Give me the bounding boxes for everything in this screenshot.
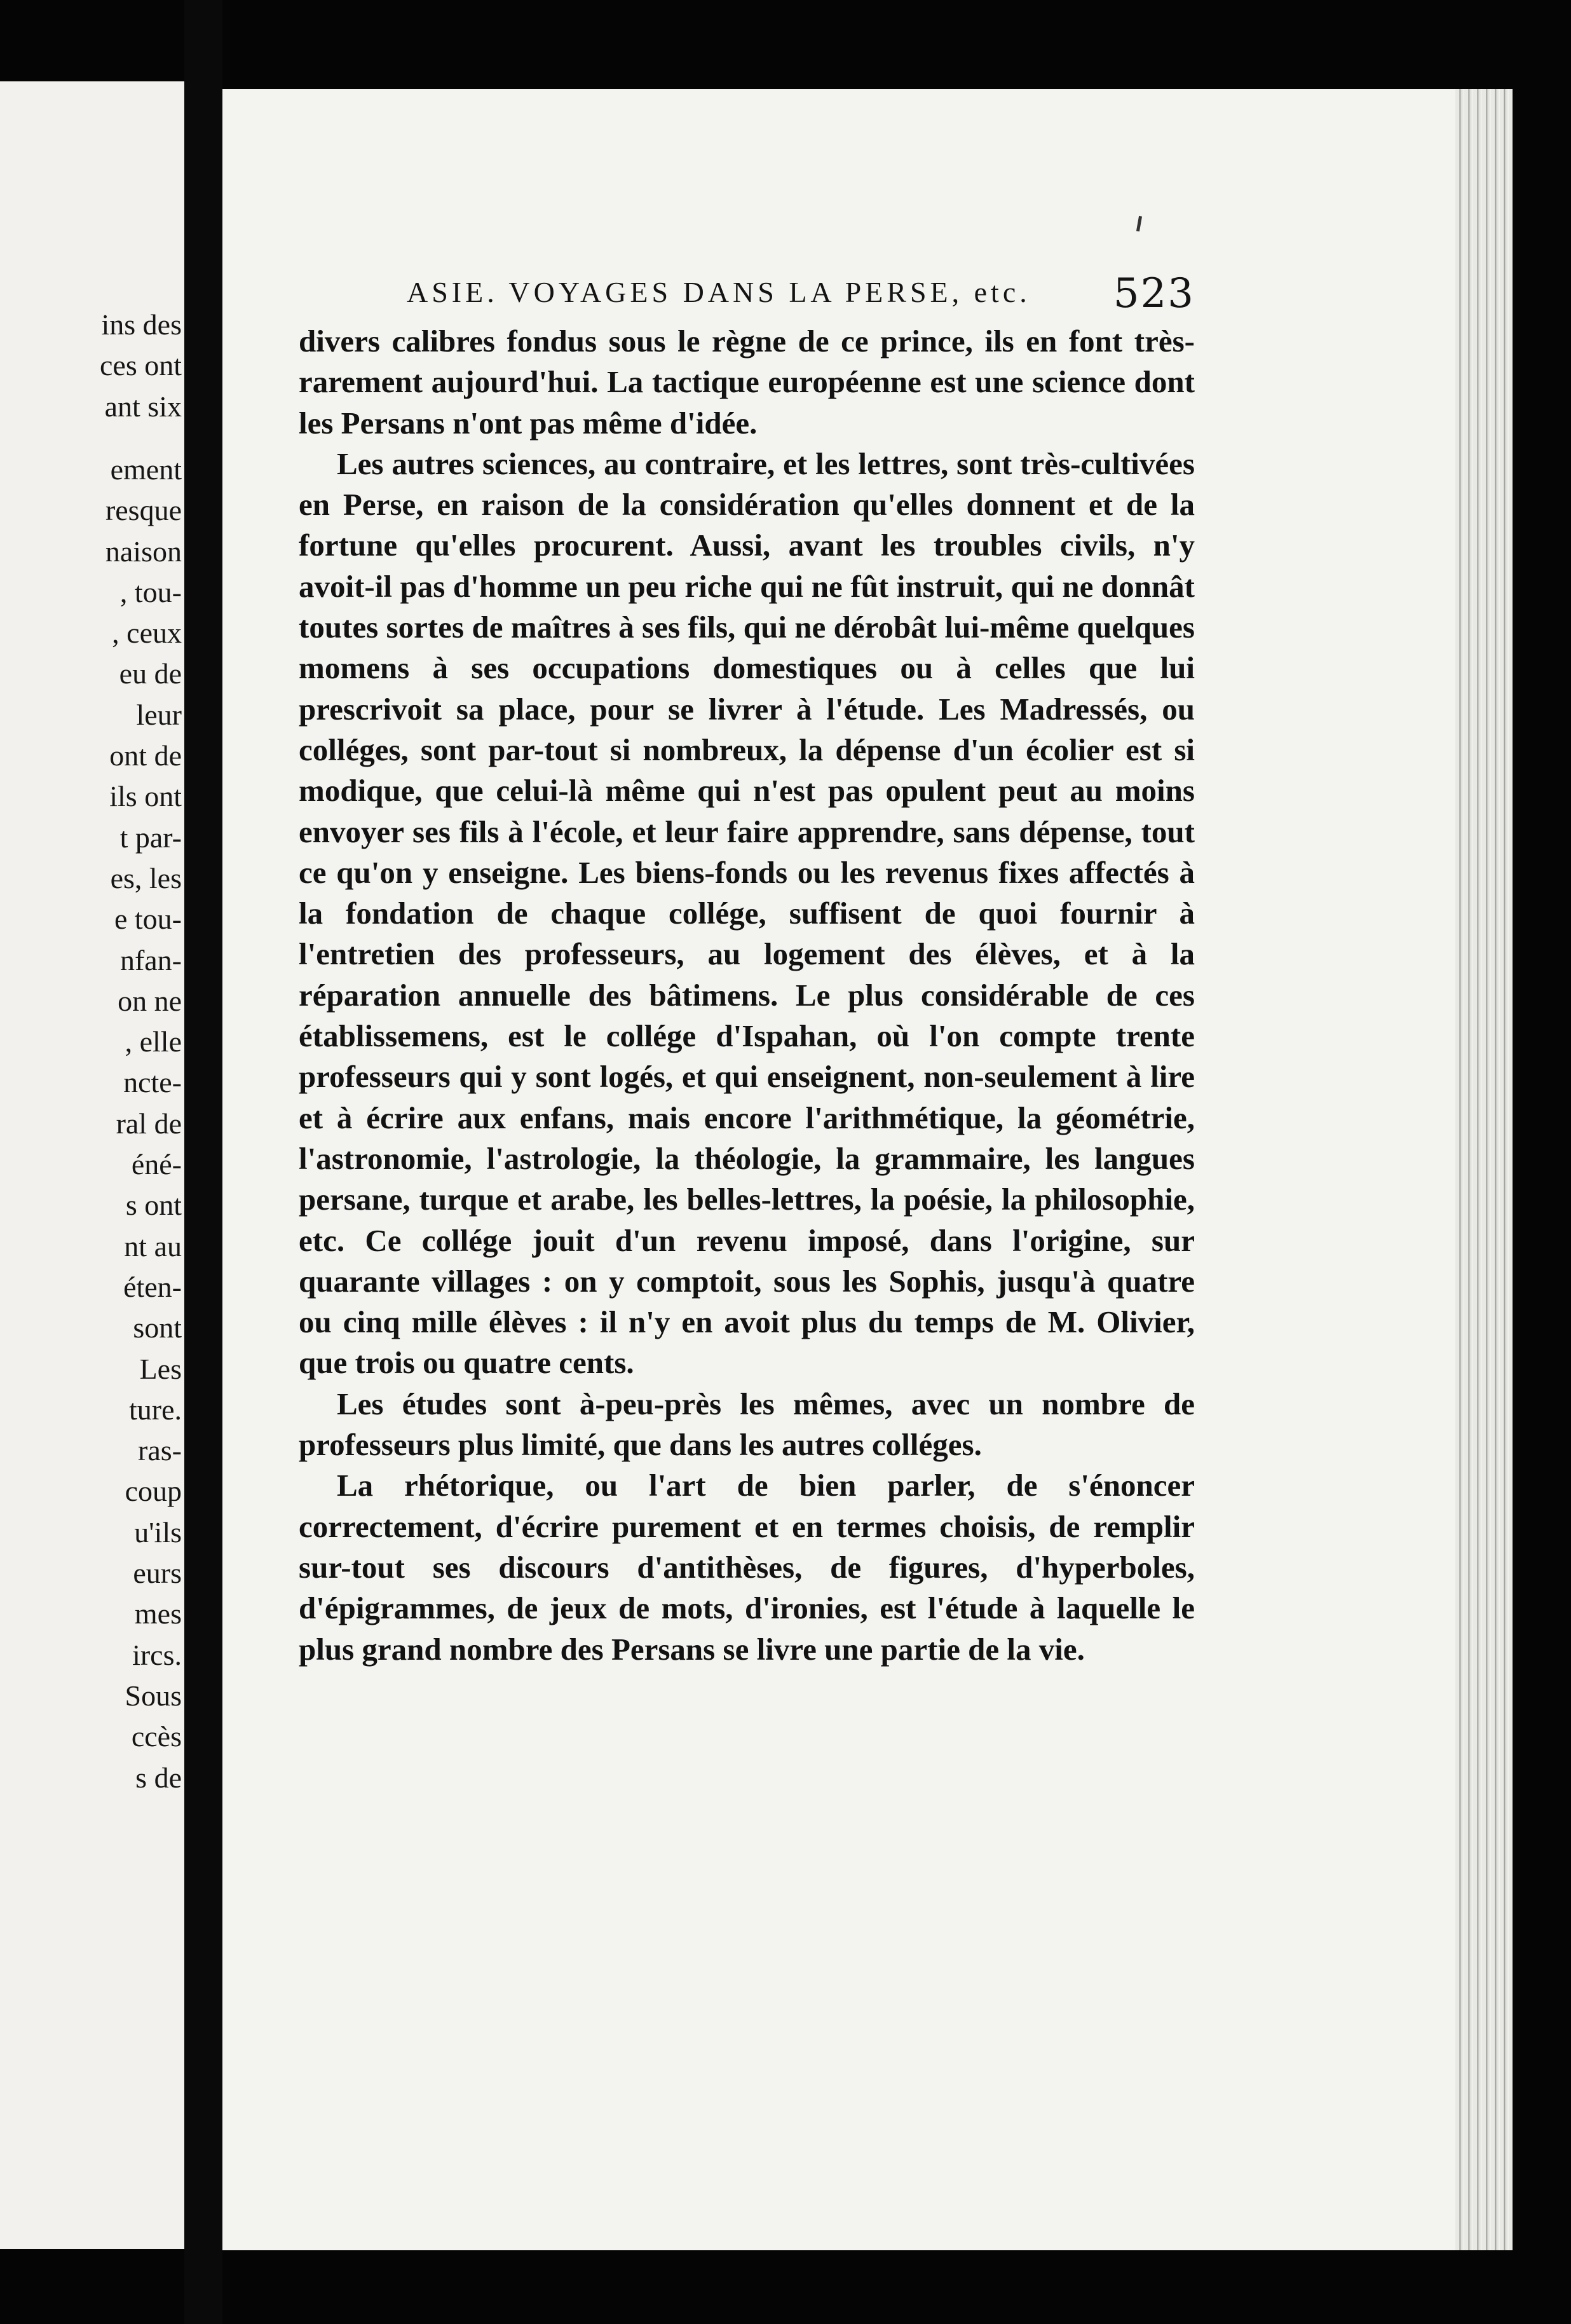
facing-page-line: u'ils — [134, 1515, 182, 1548]
page-edges — [1455, 89, 1513, 2250]
facing-page-line: ant six — [104, 390, 182, 423]
facing-page-fragment — [0, 81, 184, 2249]
body-text — [299, 321, 1195, 1670]
facing-page-line: s ont — [125, 1189, 182, 1222]
facing-page-line: , tou- — [119, 575, 182, 608]
running-title: ASIE. VOYAGES DANS LA PERSE, etc. — [407, 276, 1031, 308]
facing-page-line: ccès — [131, 1720, 182, 1753]
facing-page-line: ins des — [101, 308, 182, 341]
facing-page-line: éné- — [131, 1148, 182, 1180]
facing-page-line: naison — [105, 535, 182, 568]
running-header — [407, 270, 1195, 315]
paragraph-4: La rhétorique, ou l'art de bien parler, de s'énoncer correctement, d'écrire purement et en termes choisis, de remplir sur-tout ses discours d'antithèses, de figures, d'hyperboles, d'épigrammes, de jeux de mots, d'ironies, est l'étude à laquelle le plus grand nombre des Persans se livre une partie de la vie. — [299, 1468, 1195, 1667]
facing-page-line: sont — [133, 1311, 182, 1344]
facing-page-line: ement — [110, 453, 182, 486]
paragraph-3: Les études sont à-peu-près les mêmes, avec un nombre de professeurs plus limité, que dans les autres colléges. — [299, 1386, 1195, 1463]
facing-page-line: ces ont — [99, 349, 182, 382]
facing-page-line: ras- — [138, 1434, 182, 1467]
facing-page-line: t par- — [119, 821, 182, 854]
facing-page-line: coup — [125, 1475, 182, 1508]
facing-page-line: ircs. — [132, 1638, 182, 1671]
facing-page-line: nt au — [124, 1229, 182, 1262]
facing-page-line: nfan- — [119, 943, 182, 976]
facing-page-line: resque — [105, 494, 182, 527]
facing-page-line: éten- — [123, 1270, 182, 1303]
facing-page-line: ils ont — [109, 780, 182, 813]
facing-page-line: ral de — [116, 1107, 182, 1140]
facing-page-line: s de — [135, 1761, 182, 1794]
facing-page-line: ture. — [128, 1393, 182, 1426]
facing-page-line: Les — [139, 1352, 182, 1385]
paragraph-2: Les autres sciences, au contraire, et les lettres, sont très-cultivées en Perse, en raison de la considération qu'elles donnent et de la fortune qu'elles procurent. Aussi, avant les troubles civils, n'y avoit-il pas d'homme un peu riche qui ne fût instruit, qui ne donnât toutes sortes de maîtres à ses fils, qui ne dérobât lui-même quelques momens à ses occupations domestiques ou à celles que lui prescrivoit sa place, pour se livrer à l'étude. Les Madressés, ou colléges, sont par-tout si nombreux, la dépense d'un écolier est si modique, que celui-là même qui n'est pas opulent peut au moins envoyer ses fils à l'école, et leur faire apprendre, sans dépense, tout ce qu'on y enseigne. Les biens-fonds ou les revenus fixes affectés à la fondation de chaque collége, suffisent de quoi fournir à l'entretien des professeurs, au logement des élèves, et à la réparation annuelle des bâtimens. Le plus considérable de ces établissemens, est le collége d'Ispahan, où l'on compte trente professeurs qui y sont logés, et qui enseignent, non-seulement à lire et à écrire aux enfans, mais encore l'arithmétique, la géométrie, l'astronomie, l'astrologie, la théologie, la grammaire, les langues persane, turque et arabe, les belles-lettres, la poésie, la philosophie, etc. Ce collége jouit d'un revenu imposé, dans l'origine, sur quarante villages : on y comptoit, sous les Sophis, jusqu'à quatre ou cinq mille élèves : il n'y en avoit plus du temps de M. Olivier, que trois ou quatre cents. — [299, 446, 1195, 1381]
facing-page-line: ont de — [109, 739, 182, 772]
facing-page-line: e tou- — [114, 903, 182, 936]
facing-page-line: , elle — [125, 1025, 182, 1058]
facing-page-line: leur — [136, 698, 182, 731]
facing-page-line: es, les — [110, 861, 182, 894]
facing-page-line: on ne — [118, 984, 182, 1017]
facing-page-line: ncte- — [123, 1066, 182, 1099]
facing-page-line: eurs — [133, 1557, 182, 1589]
page-number: 523 — [1113, 270, 1195, 317]
facing-page-line: mes — [134, 1597, 182, 1630]
facing-page-line: eu de — [119, 657, 182, 690]
facing-page-line: Sous — [125, 1679, 182, 1712]
book-gutter — [184, 0, 222, 2324]
paragraph-1: divers calibres fondus sous le règne de ce prince, ils en font très-rarement aujourd'hui. La tactique européenne est une science dont les Persans n'ont pas même d'idée. — [299, 324, 1195, 441]
facing-page-line: , ceux — [112, 617, 182, 650]
